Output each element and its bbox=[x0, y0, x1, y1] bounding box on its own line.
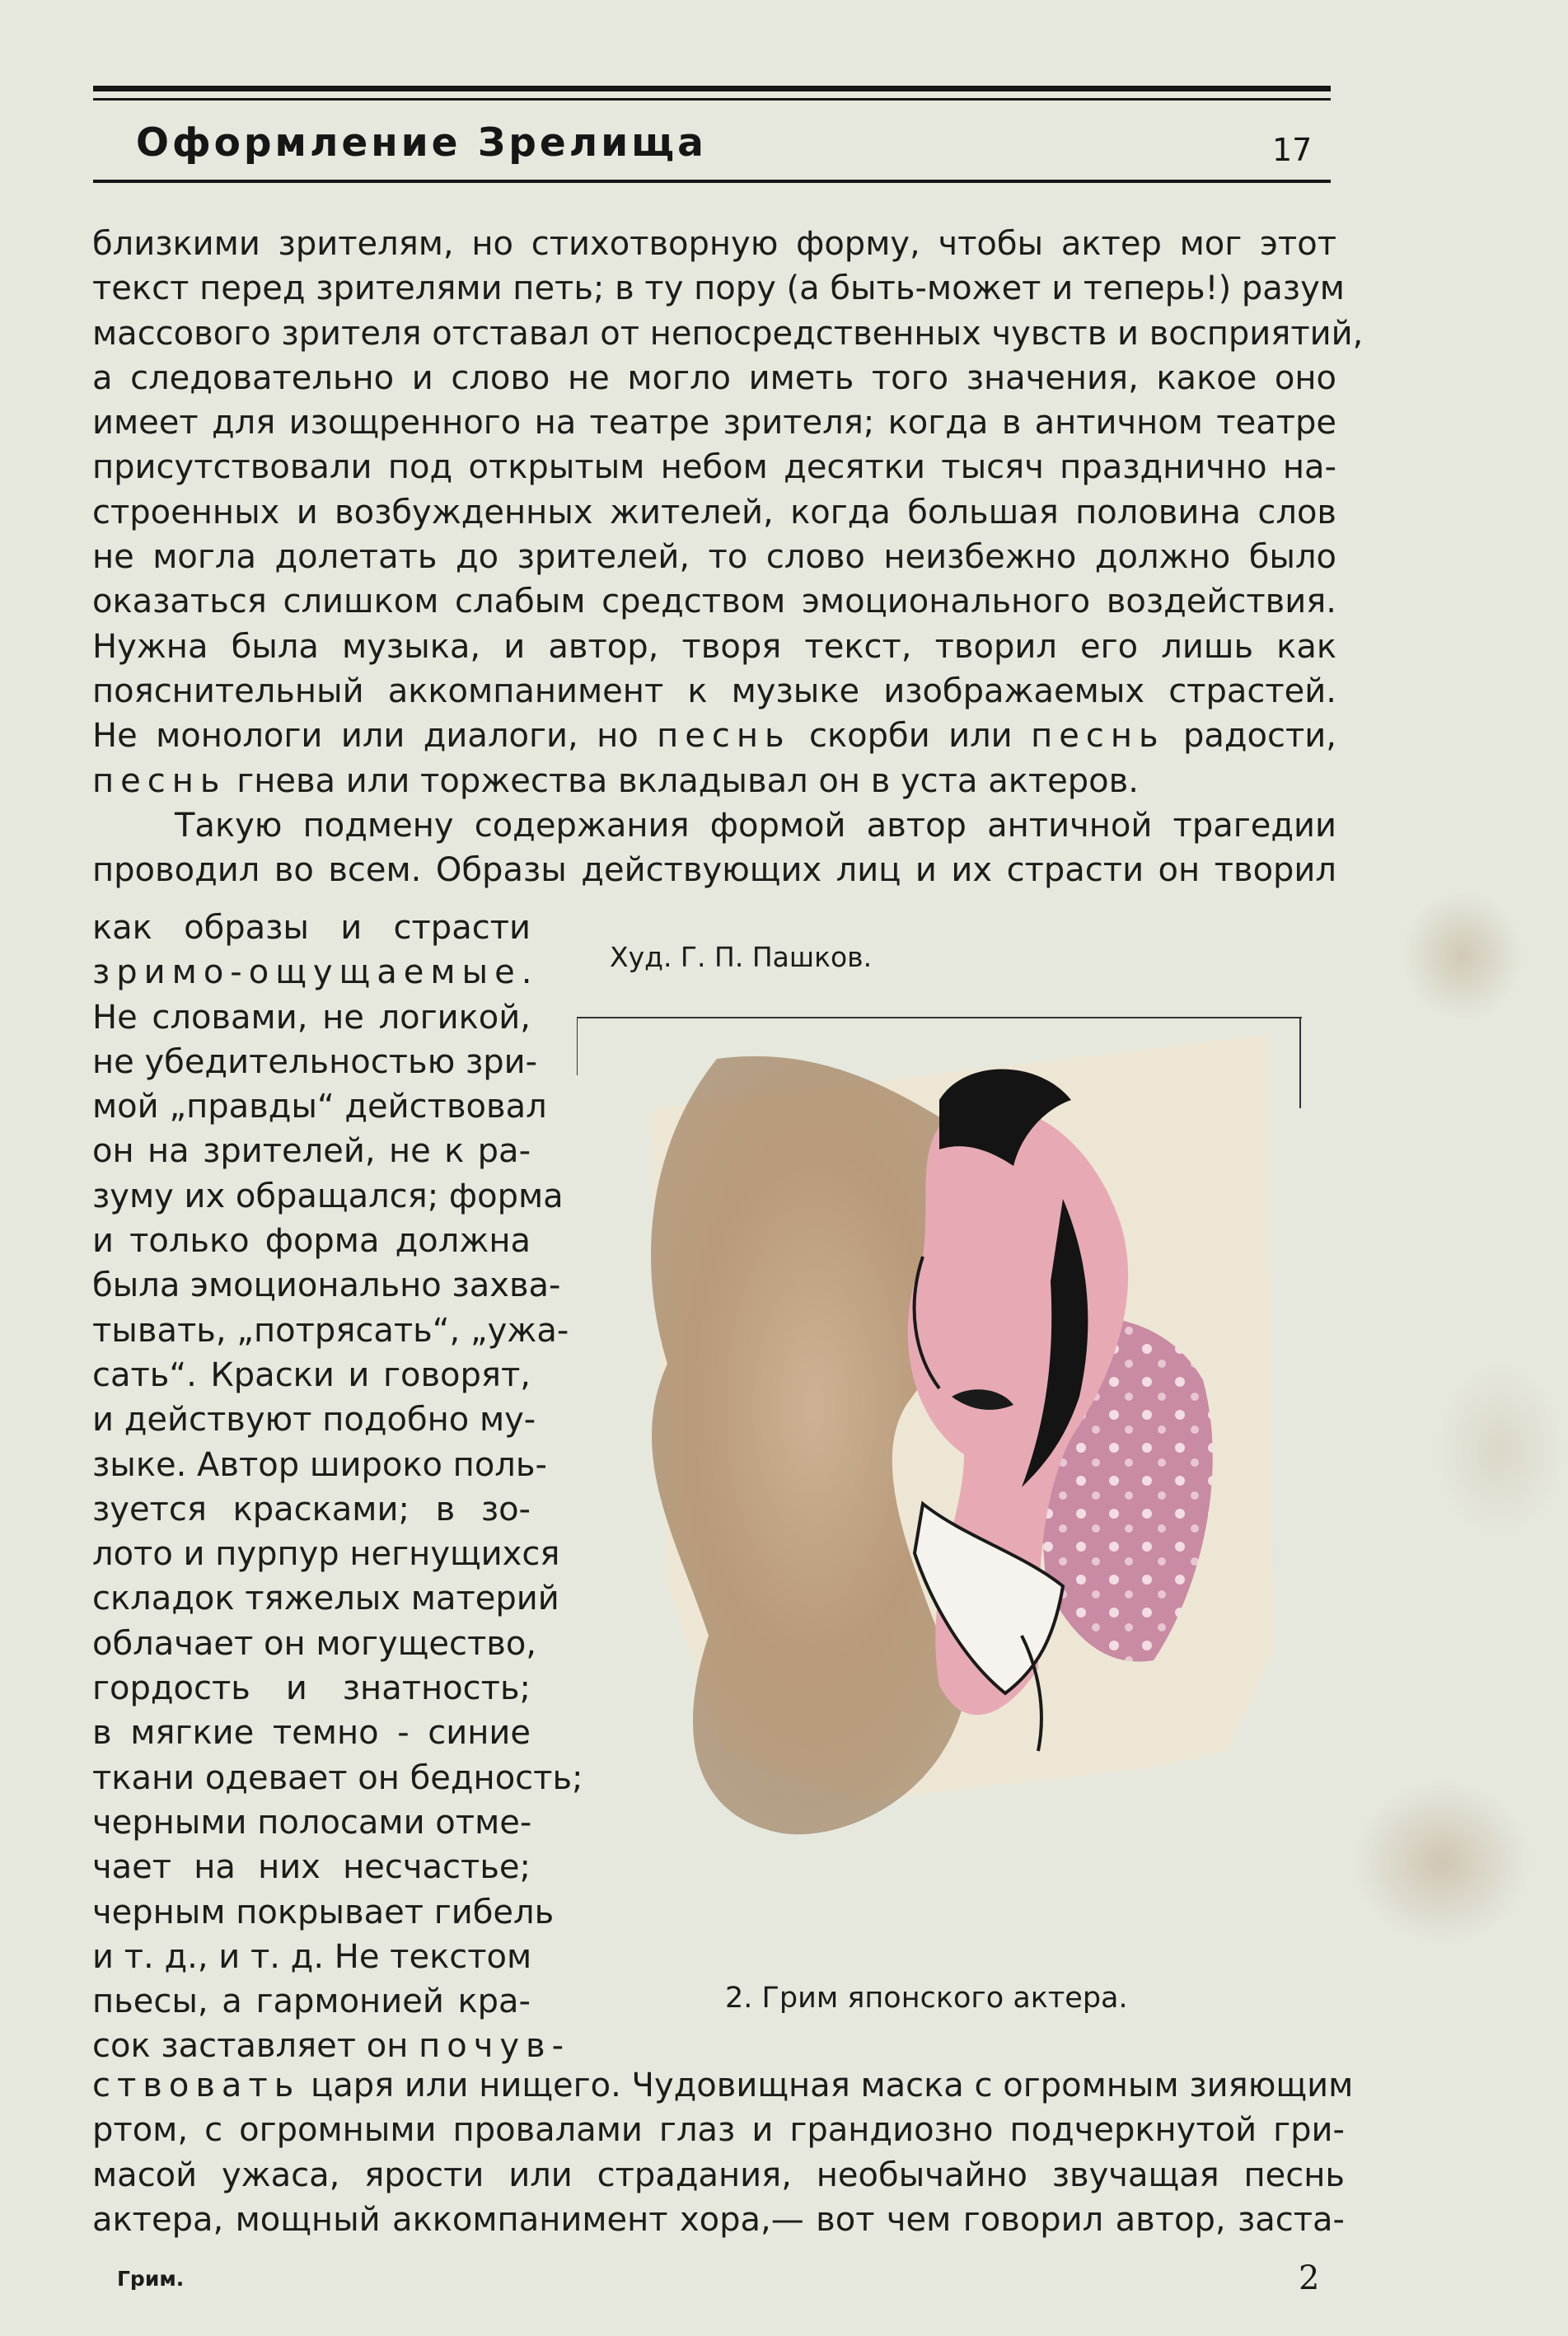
spaced-word: зримо-ощущаемые. bbox=[92, 953, 539, 992]
text-line: а следовательно и слово не могло иметь того значения, какое оно bbox=[92, 358, 1336, 397]
page-stain bbox=[1351, 1780, 1533, 1945]
text-line: зуется красками; в зо- bbox=[92, 1490, 531, 1528]
text-line: оказаться слишком слабым средством эмоционального воздействия. bbox=[92, 583, 1336, 621]
text-line: масой ужаса, ярости или страдания, необычайно звучащая песнь bbox=[92, 2156, 1345, 2194]
header-rule-top-thin bbox=[93, 98, 1331, 101]
text-line: зыке. Автор широко поль- bbox=[92, 1445, 547, 1484]
text-line: Не монологи или диалоги, но песнь скорби или песнь радости, bbox=[92, 717, 1336, 756]
text-line: пьесы, а гармонией кра- bbox=[92, 1983, 531, 2021]
text-line: мой „правды“ действовал bbox=[92, 1088, 547, 1126]
text-line: Нужна была музыка, и автор, творя текст, творил его лишь как bbox=[92, 627, 1336, 666]
spaced-word: песнь bbox=[657, 717, 791, 756]
text-line: имеет для изощренного на театре зрителя; когда в античном театре bbox=[92, 404, 1336, 442]
spaced-word: ствовать bbox=[92, 2067, 301, 2104]
header-rule-top-thick bbox=[93, 86, 1331, 91]
signature-mark: Грим. bbox=[117, 2267, 185, 2291]
text-line: и действуют подобно му- bbox=[92, 1401, 536, 1440]
text-line: текст перед зрителями петь; в ту пору (а быть-может и теперь!) разум bbox=[92, 269, 1345, 308]
text-line: ствовать царя или нищего. Чудовищная маска с огромным зияющим bbox=[92, 2067, 1354, 2104]
body-text-bottom bbox=[92, 2063, 1354, 2242]
figure-caption: 2. Грим японского актера. bbox=[725, 1982, 1128, 2015]
body-text-top bbox=[92, 222, 1364, 892]
header-rule-bottom bbox=[93, 180, 1331, 183]
text-line: и т. д., и т. д. Не текстом bbox=[92, 1937, 532, 1976]
spaced-word: песнь bbox=[92, 761, 227, 800]
text-line: массового зрителя отставал от непосредственных чувств и восприятий, bbox=[92, 314, 1364, 353]
page-stain bbox=[1401, 890, 1524, 1022]
text-line: складок тяжелых материй bbox=[92, 1580, 559, 1618]
text-line: не могла долетать до зрителей, то слово неизбежно должно было bbox=[92, 538, 1336, 577]
text-line: строенных и возбужденных жителей, когда большая половина слов bbox=[92, 493, 1336, 531]
text-line: лото и пурпур негнущихся bbox=[92, 1535, 560, 1574]
text-line: Не словами, не логикой, bbox=[92, 998, 531, 1037]
text-line: присутствовали под открытым небом десятки тысяч празднично на- bbox=[92, 448, 1336, 487]
page-stain bbox=[1434, 1360, 1566, 1541]
text-line: ртом, с огромными провалами глаз и грандиозно подчеркнутой гри- bbox=[92, 2111, 1345, 2150]
text-line: как образы и страсти bbox=[92, 909, 531, 947]
text-line: гордость и знатность; bbox=[92, 1669, 531, 1708]
text-line: и только форма должна bbox=[92, 1222, 531, 1261]
body-text-column bbox=[92, 906, 583, 2069]
sheet-number: 2 bbox=[1299, 2259, 1320, 2297]
text-line: актера, мощный аккомпанимент хора,— вот чем говорил автор, заста- bbox=[92, 2200, 1345, 2239]
spaced-word: почув- bbox=[419, 2027, 571, 2066]
text-line: черными полосами отме- bbox=[92, 1803, 532, 1842]
text-line: Такую подмену содержания формой автор античной трагедии bbox=[175, 806, 1336, 845]
text-line: близкими зрителям, но стихотворную форму, чтобы актер мог этот bbox=[92, 225, 1336, 263]
text-line: пояснительный аккомпанимент к музыке изображаемых страстей. bbox=[92, 672, 1336, 710]
text-line: он на зрителей, не к ра- bbox=[92, 1132, 531, 1171]
text-line: ткани одевает он бедность; bbox=[92, 1758, 583, 1797]
artist-credit: Худ. Г. П. Пашков. bbox=[610, 941, 873, 973]
text-line: была эмоционально захва- bbox=[92, 1266, 561, 1305]
spaced-word: песнь bbox=[1031, 717, 1165, 756]
text-line: облачает он могущество, bbox=[92, 1624, 537, 1663]
text-line: сать“. Краски и говорят, bbox=[92, 1355, 531, 1394]
running-title: Оформление Зрелища bbox=[136, 120, 707, 166]
text-line: сок заставляет он почув- bbox=[92, 2027, 571, 2066]
page-number: 17 bbox=[1272, 132, 1313, 168]
text-line: зуму их обращался; форма bbox=[92, 1177, 564, 1215]
text-line: тывать, „потрясать“, „ужа- bbox=[92, 1311, 569, 1350]
text-line: в мягкие темно - синие bbox=[92, 1714, 531, 1753]
text-line: черным покрывает гибель bbox=[92, 1893, 555, 1931]
text-line: не убедительностью зри- bbox=[92, 1042, 538, 1081]
figure-illustration bbox=[577, 1009, 1302, 1916]
text-line: чает на них несчастье; bbox=[92, 1848, 531, 1887]
text-line: песнь гнева или торжества вкладывал он в уста актеров. bbox=[92, 761, 1139, 800]
text-line: проводил во всем. Образы действующих лиц и их страсти он творил bbox=[92, 851, 1336, 890]
